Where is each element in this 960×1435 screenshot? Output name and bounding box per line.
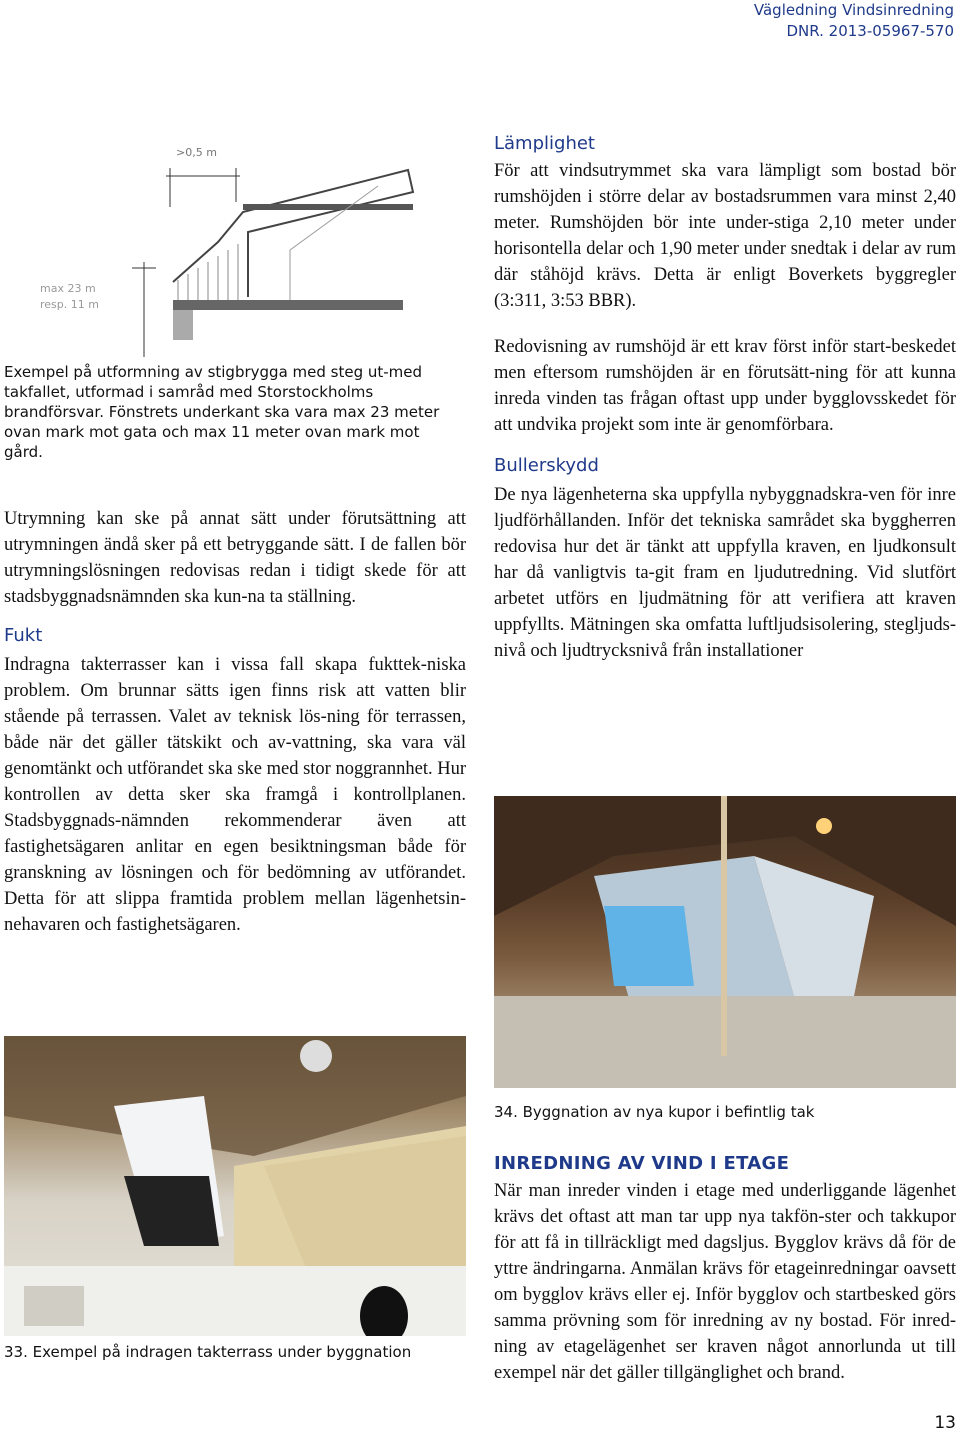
- heading-fukt: Fukt: [4, 625, 43, 646]
- inredning-section: [494, 1152, 956, 1386]
- page-number: 13: [934, 1413, 956, 1433]
- section-drawing: [28, 132, 428, 357]
- dormer-roof: [243, 204, 413, 210]
- document-dnr: DNR. 2013-05967-570: [786, 22, 954, 40]
- dimension-label-max: max 23 m: [40, 282, 96, 295]
- document-title: Vägledning Vindsinredning: [753, 1, 954, 19]
- paragraph-inredning: När man inreder vinden i etage med underliggande lägenhet krävs det oftast att man tar upp nya takfön-ster och takkupor för att få in tillräckligt med dagsljus. Bygglov krävs då för de yttre ändringarna. Anmälan krävs för etageinredningar oavsett om bygglov krävs eller ej. Inför bygglov och startbesked görs samma prövning som för inredning av ny bostad. För inred-ning av etagelägenhet ser kraven något annorlunda ut till exempel när det gäller tillgänglighet och brand.: [494, 1181, 956, 1383]
- photo-33-caption: 33. Exempel på indragen takterrass under byggnation: [4, 1343, 412, 1361]
- diagram-caption: Exempel på utformning av stigbrygga med steg ut-med takfallet, utformad i samråd med Storstockholms brandförsvar. Fönstrets underkant ska vara max 23 meter ovan mark mot gata och max 11 meter ovan mark mot gård.: [4, 363, 440, 461]
- photo-33-illustration: [4, 1036, 466, 1336]
- dimension-label-top: >0,5 m: [176, 146, 217, 159]
- paragraph-fukt: Indragna takterrasser kan i vissa fall skapa fukttek-niska problem. Om brunnar sätts igen finns risk att vatten blir stående på terrassen. Valet av teknisk lös-ning för terrassen, både när det gäller tätskikt och av-vattning, ska vara väl genomtänkt och utförandet ska ske med stor noggrannhet. Hur kontrollen av detta sker ska framgå i kontrollplanen. Stadsbyggnads-nämnden rekommenderar även att fastighetsägaren anlitar en egen besiktningsman både för granskning av lösningen och för bedömning av utförandet. Detta för att slippa framtida problem mellan lägenhetsin-nehavaren och fastighetsägaren.: [4, 655, 466, 935]
- photo-roof-terrace-construction: [4, 1036, 466, 1336]
- escape-ladder-diagram: [28, 132, 428, 357]
- left-column: [4, 362, 466, 938]
- right-column: [494, 132, 956, 664]
- dimension-label-resp: resp. 11 m: [40, 298, 99, 311]
- photo-new-dormers: [494, 796, 956, 1088]
- eave-detail: [173, 310, 193, 340]
- heading-inredning: INREDNING AV VIND I ETAGE: [494, 1153, 790, 1174]
- paragraph-lamplighet: För att vindsutrymmet ska vara lämpligt som bostad bör rumshöjden i större delar av bostadsrummen vara minst 2,40 meter. Rumshöjden bör inte under-stiga 2,10 meter under horisontella delar och 1,90 meter under snedtak i delar av rum där ståhöjd krävs. Detta är enligt Boverkets byggregler (3:311, 3:53 BBR).: [494, 161, 956, 311]
- paragraph-redovisning: Redovisning av rumshöjd är ett krav först inför start-beskedet men eftersom rumshöjden är en förutsätt-ning för att kunna inreda vinden tas frågan oftast upp under bygglovsskedet för att undvika projekt som inte är genomförbara.: [494, 337, 956, 435]
- heading-bullerskydd: Bullerskydd: [494, 455, 599, 476]
- paragraph-utrymning: Utrymning kan ske på annat sätt under förutsättning att utrymningen ändå sker på ett betryggande sätt. I de fallen bör utrymningslösningen redovisas redan i tidigt skede för att stadsbyggnadsnämnden ska kun-na ta ställning.: [4, 509, 466, 607]
- page-header: [754, 0, 954, 42]
- paragraph-bullerskydd: De nya lägenheterna ska uppfylla nybyggnadskra-ven för inre ljudförhållanden. Inför det tekniska samrådet ska byggherren redovisa hur det är tänkt att uppfylla kraven, en ljudkonsult har då vanligtvis ta-git fram en ljudutredning. Vid slutfört arbetet utförs en ljudmätning för att verifiera att kraven uppfyllts. Mätningen ska omfatta luftljudsisolering, stegljuds-nivå och ljudtrycksnivå från installationer: [494, 485, 956, 661]
- ladder-steps: [178, 244, 238, 300]
- roof-outline: [173, 170, 413, 297]
- heading-lamplighet: Lämplighet: [494, 133, 595, 154]
- photo-34-caption: 34. Byggnation av nya kupor i befintlig tak: [494, 1103, 815, 1121]
- floor-slab: [173, 300, 403, 310]
- photo-34-illustration: [494, 796, 956, 1088]
